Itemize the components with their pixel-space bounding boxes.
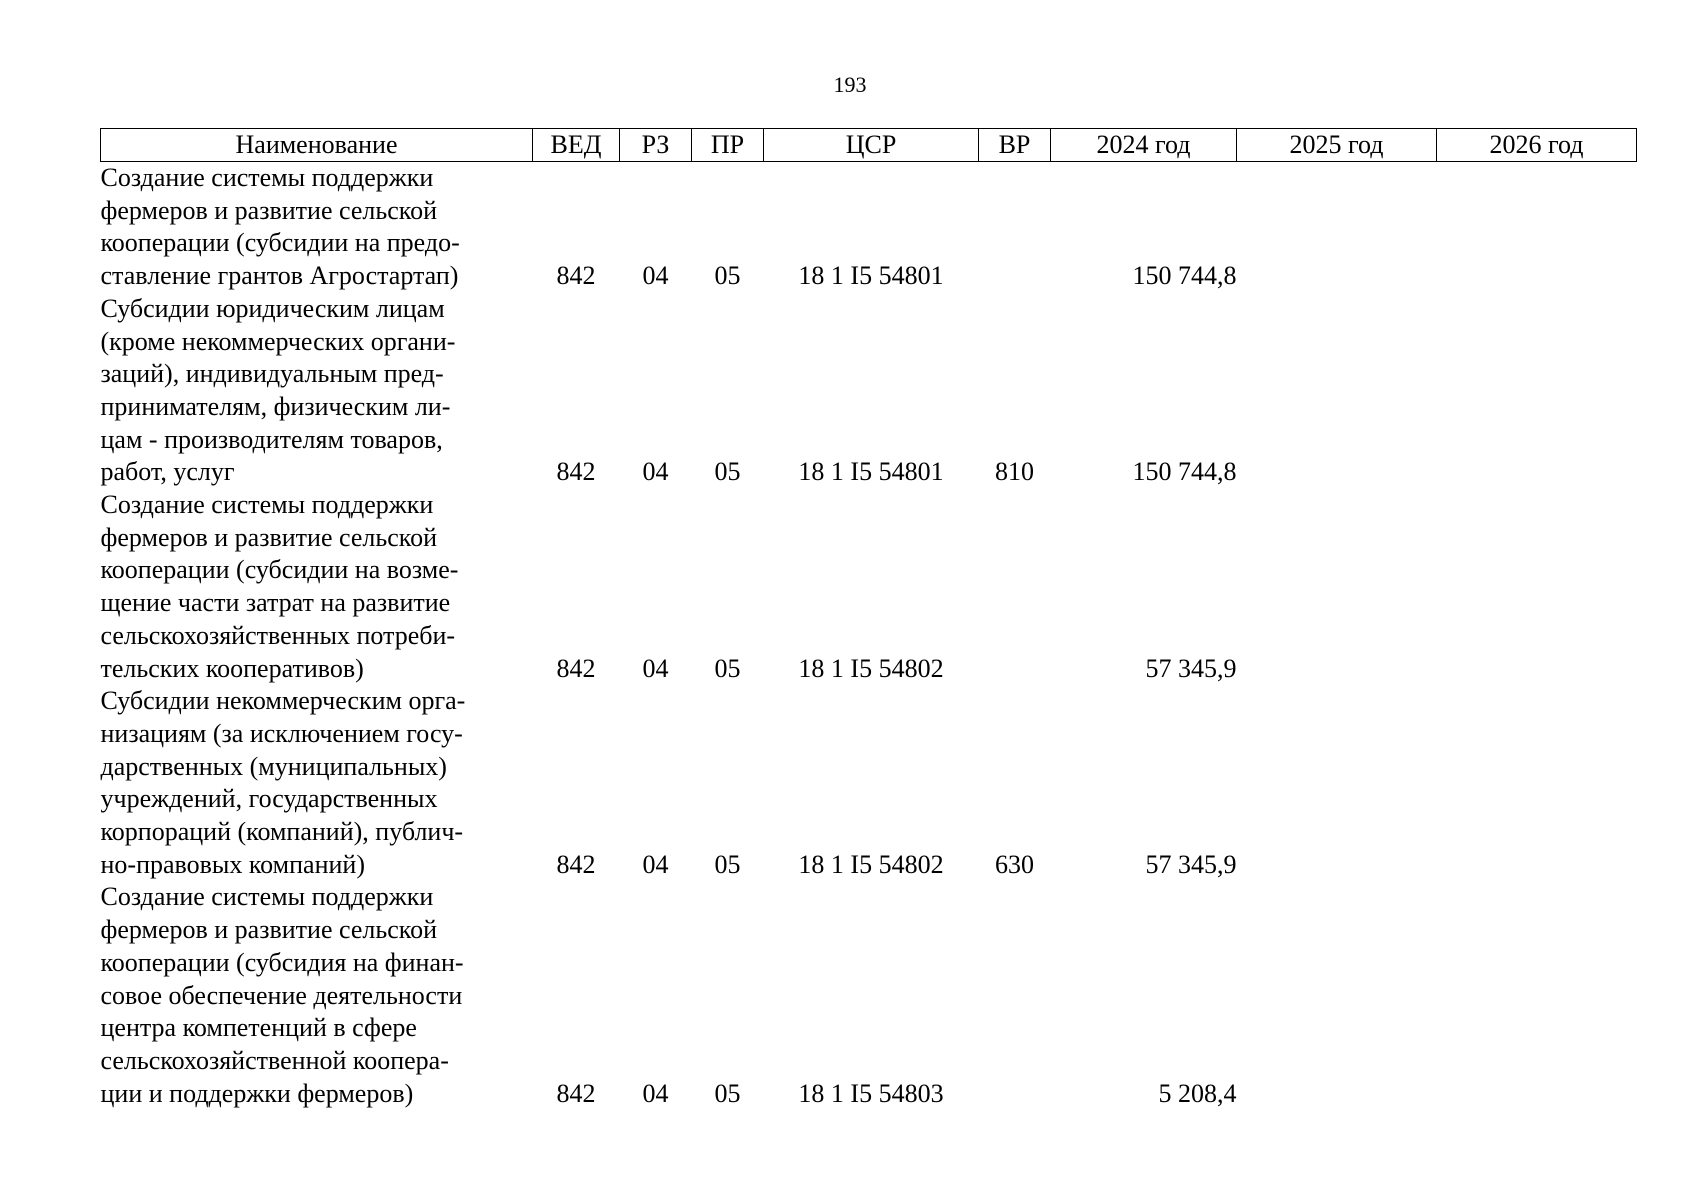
row-ved: 842	[556, 849, 596, 879]
table-row	[101, 293, 1637, 489]
row-pr: 05	[714, 457, 741, 487]
row-amount-2025	[1237, 881, 1437, 1110]
row-rz: 04	[642, 653, 669, 683]
row-amount-2025	[1237, 685, 1437, 881]
row-amount-2026	[1437, 489, 1637, 685]
row-ved: 842	[556, 1078, 596, 1108]
row-rz: 04	[642, 261, 669, 291]
budget-table	[100, 128, 1637, 1110]
row-csr: 18 1 I5 54802	[798, 849, 944, 879]
row-ved: 842	[556, 457, 596, 487]
row-amount-2026	[1437, 293, 1637, 489]
row-amount-2026	[1437, 162, 1637, 293]
table-header-row	[101, 129, 1637, 162]
row-csr: 18 1 I5 54801	[798, 457, 944, 487]
row-pr: 05	[714, 1078, 741, 1108]
row-vr	[979, 162, 1051, 293]
row-vr: 630	[995, 849, 1034, 879]
row-name: Создание системы поддержки фермеров и развитие сельской кооперации (субсидии на предо- ставление грантов Агростартап)	[100, 163, 460, 291]
column-header-rz: РЗ	[620, 129, 692, 162]
column-header-name: Наименование	[101, 129, 533, 162]
row-amount-2024: 5 208,4	[1158, 1078, 1237, 1108]
row-vr	[979, 489, 1051, 685]
row-name: Создание системы поддержки фермеров и развитие сельской кооперации (субсидия на финан- совое обеспечение деятельности центра компетенций в сфере сельскохозяйственной коопера- ции и поддержки фермеров)	[100, 882, 464, 1108]
row-amount-2026	[1437, 881, 1637, 1110]
row-rz: 04	[642, 457, 669, 487]
row-vr: 810	[995, 457, 1034, 487]
row-amount-2025	[1237, 162, 1437, 293]
row-pr: 05	[714, 849, 741, 879]
column-header-2024: 2024 год	[1051, 129, 1237, 162]
row-name: Субсидии некоммерческим орга- низациям (за исключением госу- дарственных (муниципальных) учреждений, государственных корпораций (компаний), публич- но-правовых компаний)	[100, 686, 466, 879]
row-rz: 04	[642, 849, 669, 879]
row-rz: 04	[642, 1078, 669, 1108]
row-amount-2025	[1237, 293, 1437, 489]
table-row	[101, 685, 1637, 881]
table-row	[101, 881, 1637, 1110]
row-name: Субсидии юридическим лицам (кроме некоммерческих органи- заций), индивидуальным пред- принимателям, физическим ли- цам - производителям товаров, работ, услуг	[100, 293, 456, 487]
column-header-pr: ПР	[692, 129, 764, 162]
row-vr	[979, 881, 1051, 1110]
column-header-csr: ЦСР	[764, 129, 979, 162]
row-ved: 842	[556, 261, 596, 291]
row-csr: 18 1 I5 54803	[798, 1078, 944, 1108]
row-amount-2024: 57 345,9	[1145, 653, 1237, 683]
row-csr: 18 1 I5 54802	[798, 653, 944, 683]
column-header-vr: ВР	[979, 129, 1051, 162]
page-number: 193	[833, 72, 867, 97]
row-amount-2024: 150 744,8	[1132, 457, 1237, 487]
row-csr: 18 1 I5 54801	[798, 261, 944, 291]
row-amount-2024: 57 345,9	[1145, 849, 1237, 879]
row-name: Создание системы поддержки фермеров и развитие сельской кооперации (субсидии на возме- щение части затрат на развитие сельскохозяйственных потреби- тельских кооперативов)	[100, 490, 459, 683]
row-amount-2026	[1437, 685, 1637, 881]
row-amount-2025	[1237, 489, 1437, 685]
row-pr: 05	[714, 653, 741, 683]
table-row	[101, 489, 1637, 685]
row-amount-2024: 150 744,8	[1132, 261, 1237, 291]
column-header-2025: 2025 год	[1237, 129, 1437, 162]
row-ved: 842	[556, 653, 596, 683]
column-header-2026: 2026 год	[1437, 129, 1637, 162]
row-pr: 05	[714, 261, 741, 291]
table-row	[101, 162, 1637, 293]
column-header-ved: ВЕД	[533, 129, 620, 162]
